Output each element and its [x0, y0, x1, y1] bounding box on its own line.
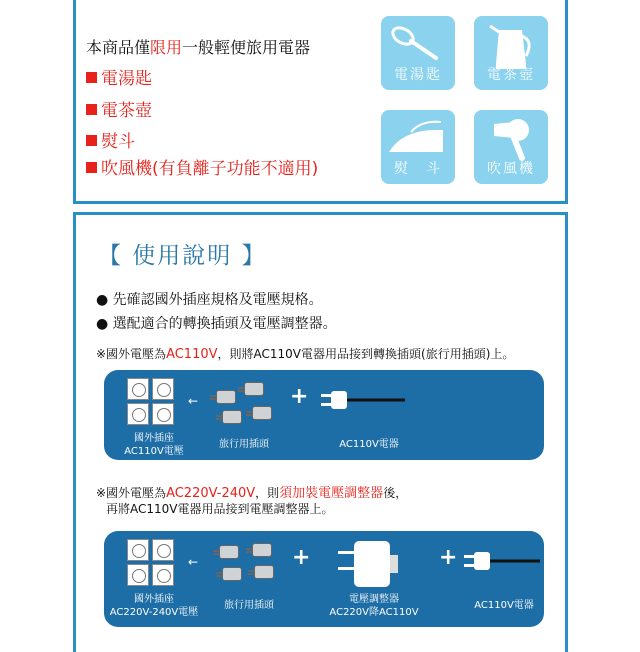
sockets-label: [114, 432, 194, 458]
note-mid: ，則: [255, 486, 280, 500]
usage-instructions-panel: [73, 212, 568, 652]
plugs-label: 旅行用插頭: [224, 600, 274, 611]
travel-plug-icon: [244, 382, 264, 396]
appliance-item: [86, 96, 152, 121]
tile-label: 電湯匙: [394, 67, 442, 83]
appliance-item-label: 熨斗: [101, 132, 135, 152]
tile-hairdryer: [474, 110, 548, 184]
regulator-label-line2: AC220V降AC110V: [329, 607, 419, 618]
tile-iron: [381, 110, 455, 184]
bullet-square-icon: [86, 72, 97, 83]
appliance-item-label: 電湯匙: [101, 69, 152, 89]
ac-plug-icon: [462, 547, 542, 577]
note-voltage: AC110V: [166, 347, 218, 362]
wall-socket-icon: [152, 564, 174, 586]
travel-plug-icon: [216, 390, 236, 404]
travel-plug-icon: [254, 565, 274, 579]
note-line2: 再將AC110V電器用品接到電壓調整器上。: [106, 502, 334, 516]
tile-label: 吹風機: [487, 161, 535, 177]
appliance-item-label: 電茶壺: [101, 101, 152, 121]
sockets-label-line1: 國外插座: [134, 594, 174, 605]
travel-plug-icon: [222, 567, 242, 581]
note-suffix: ，則將AC110V電器用品接到轉換插頭(旅行用插頭)上。: [217, 347, 515, 361]
intro-emphasis: 限用: [150, 38, 183, 57]
bullet-square-icon: [86, 135, 97, 146]
wall-socket-icon: [127, 539, 149, 561]
note-ac110v: [96, 345, 514, 362]
wall-socket-icon: [152, 378, 174, 400]
travel-plug-icon: [219, 545, 239, 559]
travel-plug-icon: [252, 543, 272, 557]
arrow-left-icon: ←: [188, 555, 199, 569]
tile-label: 電茶壺: [487, 67, 535, 83]
tile-spoon: [381, 16, 455, 90]
appliance-label: AC110V電器: [339, 439, 399, 450]
instruction-bullet-text: 先確認國外插座規格及電壓規格。: [112, 292, 323, 308]
appliance-label: AC110V電器: [474, 600, 534, 611]
appliance-item: [86, 64, 152, 89]
note-emphasis: 須加裝電壓調整器: [279, 486, 384, 501]
regulator-label: [319, 593, 429, 619]
sockets-label: [104, 593, 204, 619]
intro-text: [86, 35, 310, 58]
ac-plug-icon: [319, 386, 409, 416]
supported-appliances-panel: [73, 0, 568, 204]
ac220v-diagram: [104, 531, 544, 627]
voltage-regulator-icon: [334, 537, 414, 589]
sockets-label-line2: AC220V-240V電壓: [109, 607, 199, 618]
arrow-left-icon: ←: [188, 394, 199, 408]
intro-prefix: 本商品僅: [86, 38, 151, 57]
plus-icon: +: [439, 545, 458, 570]
tile-label: 熨 斗: [394, 161, 442, 177]
bullet-square-icon: [86, 104, 97, 115]
plugs-label: 旅行用插頭: [219, 439, 269, 450]
appliance-item: [86, 154, 318, 179]
ac110v-diagram: [104, 370, 544, 460]
plus-icon: +: [290, 384, 309, 409]
travel-plug-icon: [252, 406, 272, 420]
wall-socket-icon: [127, 564, 149, 586]
note-ac220v: [96, 482, 407, 501]
appliance-item: [86, 127, 135, 152]
sockets-label-line2: AC110V電壓: [124, 446, 184, 457]
sockets-label-line1: 國外插座: [134, 433, 174, 444]
bullet-square-icon: [86, 162, 97, 173]
note-suffix: 後，: [383, 486, 408, 500]
note-voltage: AC220V-240V: [166, 486, 256, 501]
instructions-title: 【 使用說明 】: [98, 243, 267, 269]
instruction-bullet: ● 選配適合的轉換插頭及電壓調整器。: [96, 316, 337, 332]
travel-plug-icon: [222, 410, 242, 424]
wall-socket-icon: [127, 378, 149, 400]
plus-icon: +: [292, 545, 311, 570]
note-prefix: ※國外電壓為: [96, 486, 167, 500]
regulator-label-line1: 電壓調整器: [349, 594, 399, 605]
instruction-bullet-text: 選配適合的轉換插頭及電壓調整器。: [112, 316, 337, 332]
wall-socket-icon: [127, 403, 149, 425]
tile-kettle: [474, 16, 548, 90]
wall-socket-icon: [152, 403, 174, 425]
wall-socket-icon: [152, 539, 174, 561]
note-prefix: ※國外電壓為: [96, 347, 167, 361]
intro-suffix: 一般輕便旅用電器: [182, 38, 311, 57]
instruction-bullet: ● 先確認國外插座規格及電壓規格。: [96, 292, 323, 308]
appliance-item-label: 吹風機(有負離子功能不適用): [101, 159, 319, 179]
